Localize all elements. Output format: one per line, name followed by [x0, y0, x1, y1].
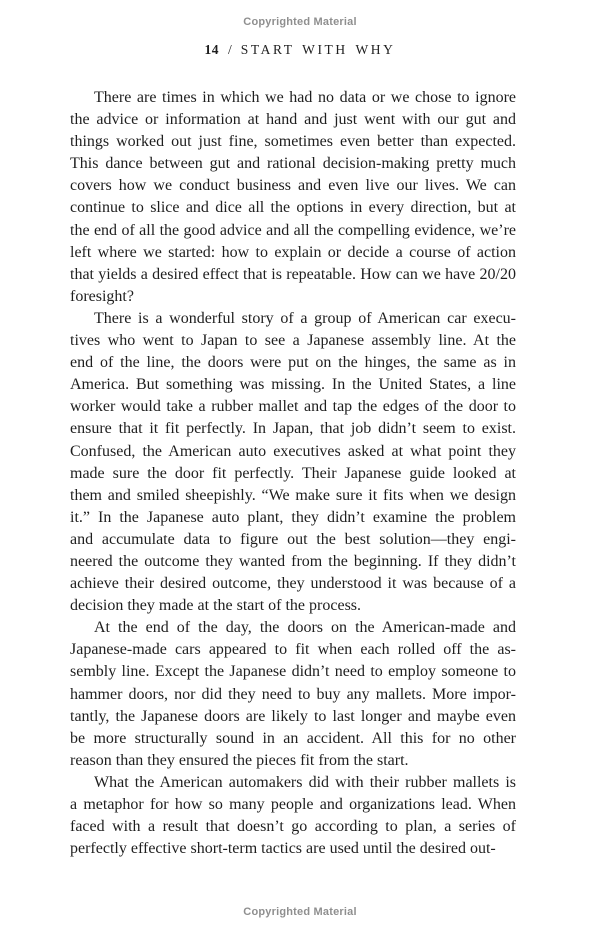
text-line: worker would take a rubber mallet and tap the edges of the door to — [70, 398, 516, 416]
top-copyright-notice: Copyrighted Material — [243, 16, 357, 28]
text-line: hammer doors, nor did they need to buy any mallets. More impor- — [70, 685, 516, 703]
page-number: 14 — [204, 42, 219, 57]
text-line: tantly, the Japanese doors are likely to last longer and maybe even — [70, 707, 516, 725]
text-line: There are times in which we had no data or we chose to ignore — [94, 89, 516, 106]
text-line: be more structurally sound in an accident. All this for no other — [70, 729, 516, 747]
text-line: Japanese-made cars appeared to fit when each rolled off the as- — [70, 641, 516, 659]
text-line: There is a wonderful story of a group of American car execu- — [94, 309, 516, 327]
text-line: foresight? — [70, 287, 134, 305]
text-line: covers how we conduct business and even live our lives. We can — [70, 177, 516, 195]
text-line: achieve their desired outcome, they understood it was because of a — [70, 575, 516, 593]
text-line: reason than they ensured the pieces fit from the start. — [70, 751, 409, 769]
text-line: neered the outcome they wanted from the beginning. If they didn’t — [70, 552, 516, 570]
text-line: things worked out just fine, sometimes even better than expected. — [70, 133, 516, 151]
text-line: This dance between gut and rational decision-making pretty much — [70, 155, 516, 173]
text-line: the end of all the good advice and all the compelling evidence, we’re — [70, 221, 516, 239]
text-line: end of the line, the doors were put on the hinges, the same as in — [70, 354, 516, 372]
text-line: and accumulate data to figure out the best solution—they engi- — [70, 530, 516, 548]
text-line: perfectly effective short-term tactics are used until the desired out- — [70, 840, 496, 858]
text-line: Confused, the American auto executives asked at what point they — [70, 442, 516, 460]
text-line: ensure that it fit perfectly. In Japan, that job didn’t seem to exist. — [70, 420, 516, 438]
text-line: a metaphor for how so many people and organizations lead. When — [70, 796, 516, 813]
running-header — [0, 42, 600, 58]
text-line: that yields a desired effect that is repeatable. How can we have 20/20 — [70, 265, 516, 283]
text-line: At the end of the day, the doors on the American-made and — [94, 619, 516, 637]
text-line: decision they made at the start of the process. — [70, 597, 362, 615]
text-line: What the American automakers did with their rubber mallets is — [94, 773, 516, 791]
text-line: the advice or information at hand and just went with our gut and — [70, 111, 516, 129]
text-line: tives who went to Japan to see a Japanese assembly line. At the — [70, 332, 516, 350]
text-line: faced with a result that doesn’t go according to plan, a series of — [70, 818, 516, 836]
text-line: them and smiled sheepishly. “We make sure it fits when we design — [70, 486, 516, 504]
text-line: left where we started: how to explain or decide a course of action — [70, 243, 516, 261]
body-text — [70, 87, 516, 860]
text-line: sembly line. Except the Japanese didn’t need to employ someone to — [70, 663, 516, 681]
text-line: it.” In the Japanese auto plant, they didn’t examine the problem — [70, 508, 516, 526]
text-line: continue to slice and dice all the options in every direction, but at — [70, 199, 516, 217]
book-title: START WITH WHY — [240, 42, 396, 57]
header-separator: / — [227, 42, 232, 57]
text-line: America. But something was missing. In the United States, a line — [70, 376, 516, 394]
bottom-copyright-notice: Copyrighted Material — [243, 906, 357, 918]
text-line: made sure the door fit perfectly. Their Japanese guide looked at — [70, 464, 516, 482]
